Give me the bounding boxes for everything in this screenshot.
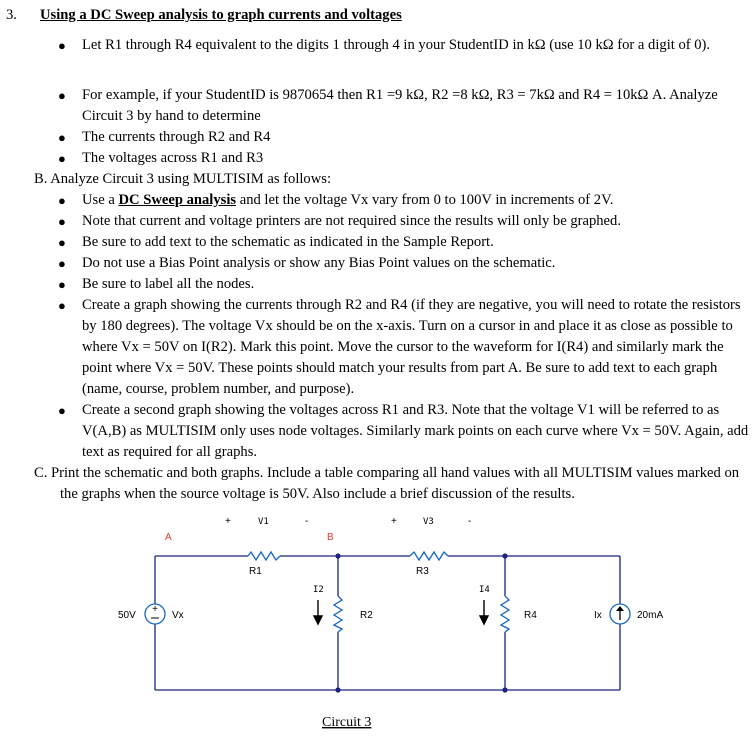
circuit-caption: Circuit 3 — [322, 715, 372, 730]
list-item — [58, 295, 750, 400]
resistor-r1 — [248, 552, 280, 560]
vx-value-label: 50V — [118, 610, 136, 621]
junction-dot — [502, 553, 507, 558]
i4-label: I4 — [479, 585, 490, 595]
bullet-text: The voltages across R1 and R3 — [82, 150, 264, 166]
list-item — [58, 190, 750, 211]
list-item — [58, 85, 750, 127]
circuit-diagram — [110, 512, 710, 744]
v1-minus: - — [305, 516, 309, 527]
r1-label: R1 — [249, 566, 262, 577]
junction-dot — [335, 687, 340, 692]
i2-label: I2 — [313, 585, 324, 595]
list-item — [58, 253, 750, 274]
ix-value-label: 20mA — [637, 610, 664, 621]
bullet-text: Be sure to add text to the schematic as indicated in the Sample Report. — [82, 234, 494, 250]
current-source-ix — [610, 604, 630, 624]
part-b-intro: B. Analyze Circuit 3 using MULTISIM as follows: — [34, 171, 331, 187]
part-c-paragraph: C. Print the schematic and both graphs. Include a table comparing all hand values with all MULTISIM values marked on the graphs when the source voltage is 50V. Also include a brief discussion of the results. — [34, 465, 740, 502]
bullet-icon: ● — [58, 38, 66, 53]
bullet-text: Be sure to label all the nodes. — [82, 276, 255, 292]
list-item — [58, 148, 750, 169]
bullet-icon: ● — [58, 256, 66, 271]
bullet-icon: ● — [58, 214, 66, 229]
circuit-wires — [155, 556, 620, 690]
junction-dot — [502, 687, 507, 692]
v3-minus: - — [468, 516, 472, 527]
dc-sweep-emphasis: DC Sweep analysis — [118, 192, 237, 208]
current-arrow-i2 — [314, 600, 322, 624]
bullet-text: Create a graph showing the currents through R2 and R4 (if they are negative, you will need to rotate the resistors by 180 degrees). The voltage Vx should be on the x-axis. Turn on a cursor in and place it as close as possible to where Vx = 50V on I(R2). Mark this point. Move the cursor to the waveform for I(R4) and similarly mark the point where Vx = 50V. These points should match your results from part A. Be sure to add text to each graph (name, course, problem number, and purpose). — [82, 297, 741, 397]
voltage-source-vx — [145, 604, 165, 624]
bullet-icon: ● — [58, 130, 66, 145]
bullet-text — [82, 190, 750, 211]
bullet-text: Let R1 through R4 equivalent to the digits 1 through 4 in your StudentID in kΩ (use 10 kΩ for a digit of 0). — [82, 37, 711, 53]
bullet-icon: ● — [58, 193, 66, 208]
r3-label: R3 — [416, 566, 429, 577]
bullet-text: Create a second graph showing the voltages across R1 and R3. Note that the voltage V1 will be referred to as V(A,B) as MULTISIM only uses node voltages. Similarly mark points on each curve where Vx = 50V. Again, add text as required for all graphs. — [82, 402, 749, 460]
bullet-icon: ● — [58, 151, 66, 166]
v1-plus: + — [225, 516, 231, 527]
bullet-text: The currents through R2 and R4 — [82, 129, 271, 145]
v3-label: V3 — [423, 517, 434, 527]
vx-name-label: Vx — [172, 610, 184, 621]
node-label-a: A — [165, 532, 172, 543]
text-fragment: and let the voltage Vx vary from 0 to 100V in increments of 2V. — [236, 192, 614, 208]
resistor-r3 — [410, 552, 448, 560]
ix-name-label: Ix — [594, 610, 602, 621]
source-plus-icon: + — [152, 604, 158, 615]
v1-label: V1 — [258, 517, 269, 527]
node-label-b: B — [327, 532, 334, 543]
bullet-icon: ● — [58, 88, 66, 103]
bullet-icon: ● — [58, 403, 66, 418]
bullet-icon: ● — [58, 235, 66, 250]
text-fragment: Use a — [82, 192, 119, 208]
list-item — [58, 274, 750, 295]
bullet-text: Do not use a Bias Point analysis or show any Bias Point values on the schematic. — [82, 255, 556, 271]
v3-plus: + — [391, 516, 397, 527]
bullet-text: For example, if your StudentID is 9870654 then R1 =9 kΩ, R2 =8 kΩ, R3 = 7kΩ and R4 = 10kΩ A. Analyze Circuit 3 by hand to determine — [82, 87, 718, 124]
list-item — [58, 127, 750, 148]
list-item — [58, 211, 750, 232]
problem-title: Using a DC Sweep analysis to graph currents and voltages — [40, 7, 402, 23]
junction-dot — [335, 553, 340, 558]
bullet-icon: ● — [58, 277, 66, 292]
list-item — [58, 35, 750, 56]
bullet-icon: ● — [58, 298, 66, 313]
r4-label: R4 — [524, 610, 537, 621]
resistor-r4 — [501, 596, 509, 632]
current-arrow-i4 — [480, 600, 488, 624]
r2-label: R2 — [360, 610, 373, 621]
list-item — [58, 400, 750, 463]
resistor-r2 — [334, 596, 342, 632]
list-item — [58, 232, 750, 253]
problem-number: 3. — [6, 7, 17, 23]
problem-heading — [6, 5, 402, 26]
bullet-text: Note that current and voltage printers are not required since the results will only be graphed. — [82, 213, 621, 229]
